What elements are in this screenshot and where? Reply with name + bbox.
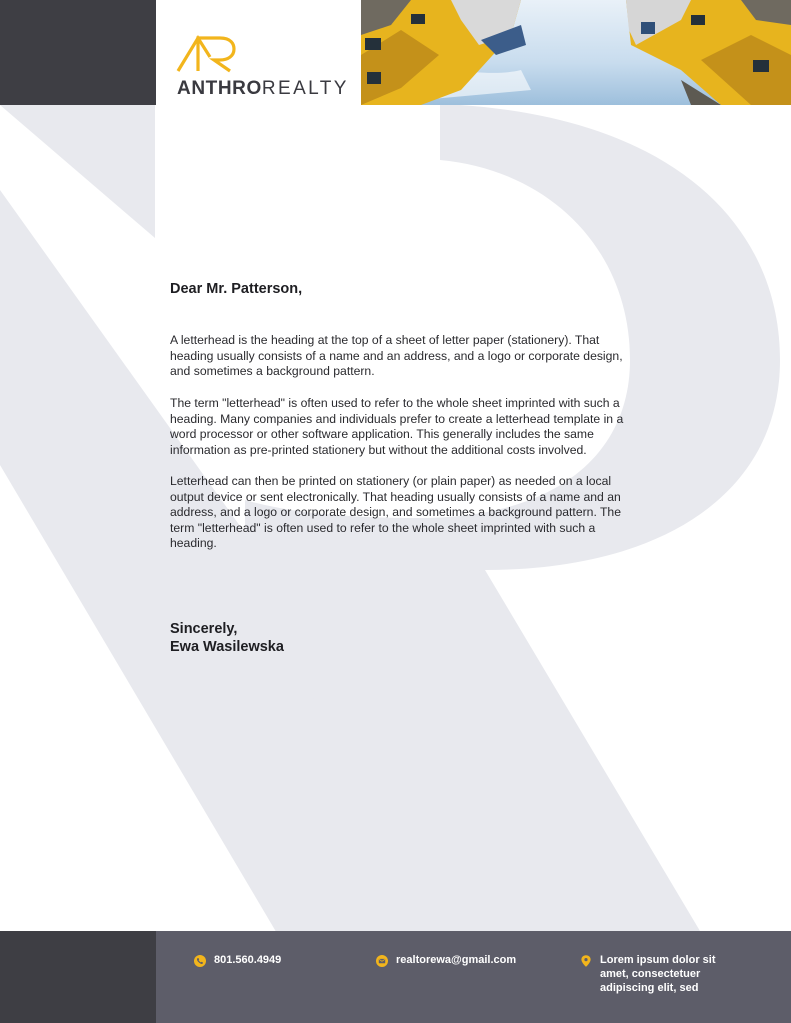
email-address: realtorewa@gmail.com: [396, 954, 517, 966]
letter-paragraph-3: Letterhead can then be printed on stationery (or plain paper) as needed on a local output device or sent electronically. That heading usually consists of a name and an address, and a logo or corporate design, and sometimes a background pattern. The term "letterhead" is often used to refer to the whole sheet imprinted with such a heading.: [170, 474, 621, 550]
brand-name-light: REALTY: [261, 78, 349, 99]
header-dark-block: [0, 0, 156, 105]
phone-number: 801.560.4949: [214, 954, 282, 966]
closing-line: Sincerely,: [170, 621, 238, 637]
location-pin-icon: [580, 955, 592, 967]
letter-paragraph-2: The term "letterhead" is often used to refer to the whole sheet imprinted with such a heading. Many companies and individuals prefer to create a letterhead template in a word processor or other software application. This generally includes the same information as pre-printed stationery but without the additional costs involved.: [170, 396, 624, 457]
letter-salutation: Dear Mr. Patterson,: [170, 281, 303, 297]
yellow-cube-houses-photo: [361, 0, 791, 105]
brand-logo: [176, 33, 356, 103]
footer-contact-bar: [156, 931, 791, 1023]
letter-closing: [170, 620, 284, 656]
footer-address: [580, 953, 730, 995]
brand-name: [177, 79, 349, 99]
footer-dark-block: [0, 931, 156, 1023]
footer-phone[interactable]: [194, 953, 281, 967]
logo-ar-mark: [176, 33, 240, 73]
footer-email[interactable]: [376, 953, 516, 967]
brand-name-bold: ANTHRO: [177, 78, 262, 99]
letter-paragraph-1: A letterhead is the heading at the top of a sheet of letter paper (stationery). That heading usually consists of a name and an address, and a logo or corporate design, and sometimes a background pattern.: [170, 333, 623, 378]
signature-name: Ewa Wasilewska: [170, 639, 284, 655]
phone-icon: [194, 955, 206, 967]
address-text: Lorem ipsum dolor sit amet, consectetuer adipiscing elit, sed: [600, 954, 716, 994]
mail-icon: [376, 955, 388, 967]
